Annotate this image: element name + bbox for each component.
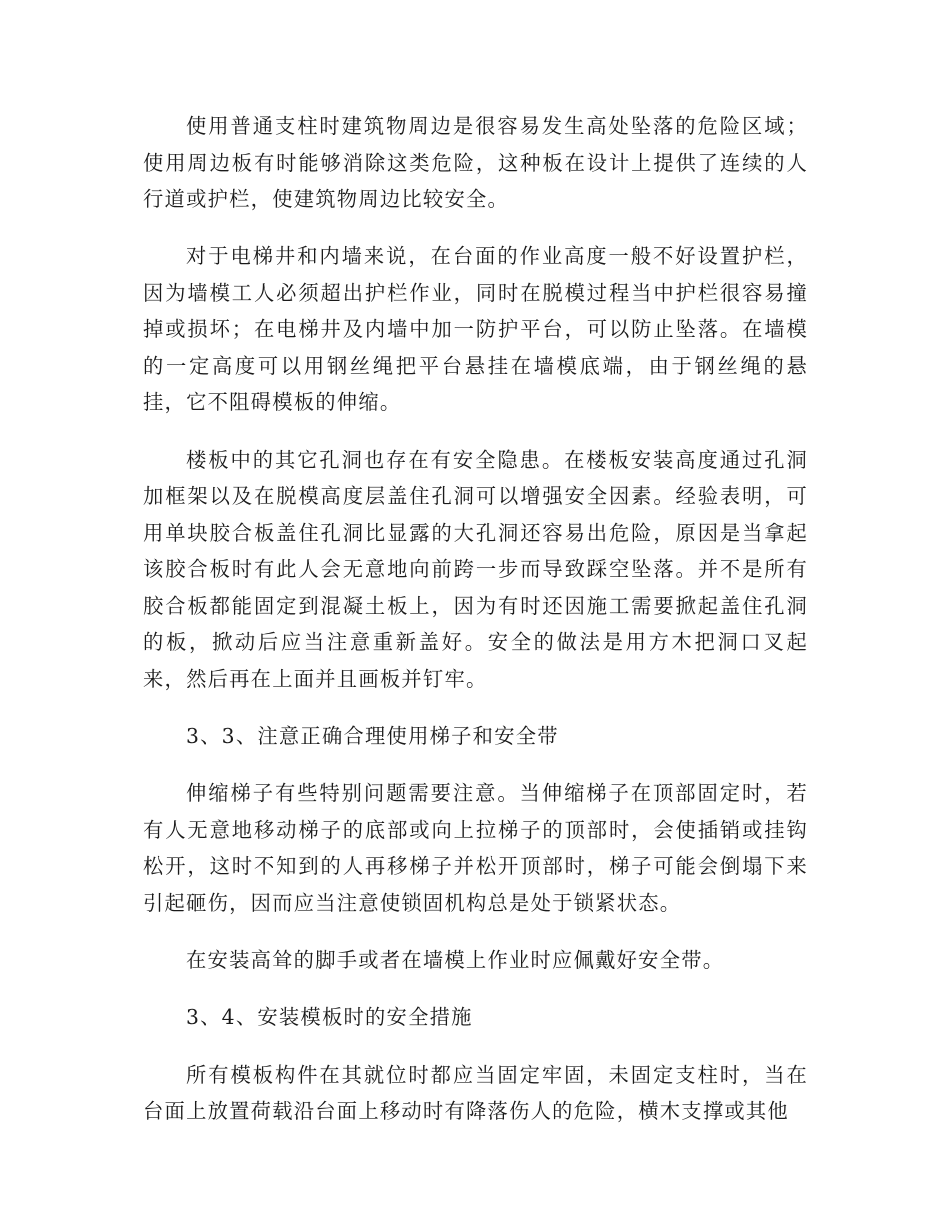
paragraph-formwork-fixing: 所有模板构件在其就位时都应当固定牢固，未固定支柱时，当在台面上放置荷载沿台面上移动时有降落伤人的危险，横木支撑或其他	[143, 1062, 808, 1124]
document-page	[143, 108, 808, 1150]
section-heading-ladders-harness: 3、3、注意正确合理使用梯子和安全带	[186, 723, 559, 748]
section-heading-formwork-install: 3、4、安装模板时的安全措施	[186, 1005, 473, 1030]
paragraph-safety-belt: 在安装高耸的脚手或者在墙模上作业时应佩戴好安全带。	[186, 947, 725, 972]
paragraph-extension-ladders: 伸缩梯子有些特别问题需要注意。当伸缩梯子在顶部固定时，若有人无意地移动梯子的底部或向上拉梯子的顶部时，会使插销或挂钩松开，这时不知到的人再移梯子并松开顶部时，梯子可能会倒塌下来引起砸伤，因而应当注意使锁固机构总是处于锁紧状态。	[143, 781, 808, 915]
paragraph-perimeter-safety: 使用普通支柱时建筑物周边是很容易发生高处坠落的危险区域；使用周边板有时能够消除这类危险，这种板在设计上提供了连续的人行道或护栏，使建筑物周边比较安全。	[143, 114, 808, 211]
paragraph-floor-openings: 楼板中的其它孔洞也存在有安全隐患。在楼板安装高度通过孔洞加框架以及在脱模高度层盖住孔洞可以增强安全因素。经验表明，可用单块胶合板盖住孔洞比显露的大孔洞还容易出危险，原因是当拿起该胶合板时有此人会无意地向前跨一步而导致踩空坠落。并不是所有胶合板都能固定到混凝土板上，因为有时还因施工需要掀起盖住孔洞的板，掀动后应当注意重新盖好。安全的做法是用方木把洞口叉起来，然后再在上面并且画板并钉牢。	[143, 447, 808, 691]
paragraph-elevator-shaft: 对于电梯井和内墙来说，在台面的作业高度一般不好设置护栏，因为墙模工人必须超出护栏作业，同时在脱模过程当中护栏很容易撞掉或损坏；在电梯井及内墙中加一防护平台，可以防止坠落。在墙模的一定高度可以用钢丝绳把平台悬挂在墙模底端，由于钢丝绳的悬挂，它不阻碍模板的伸缩。	[143, 244, 808, 415]
